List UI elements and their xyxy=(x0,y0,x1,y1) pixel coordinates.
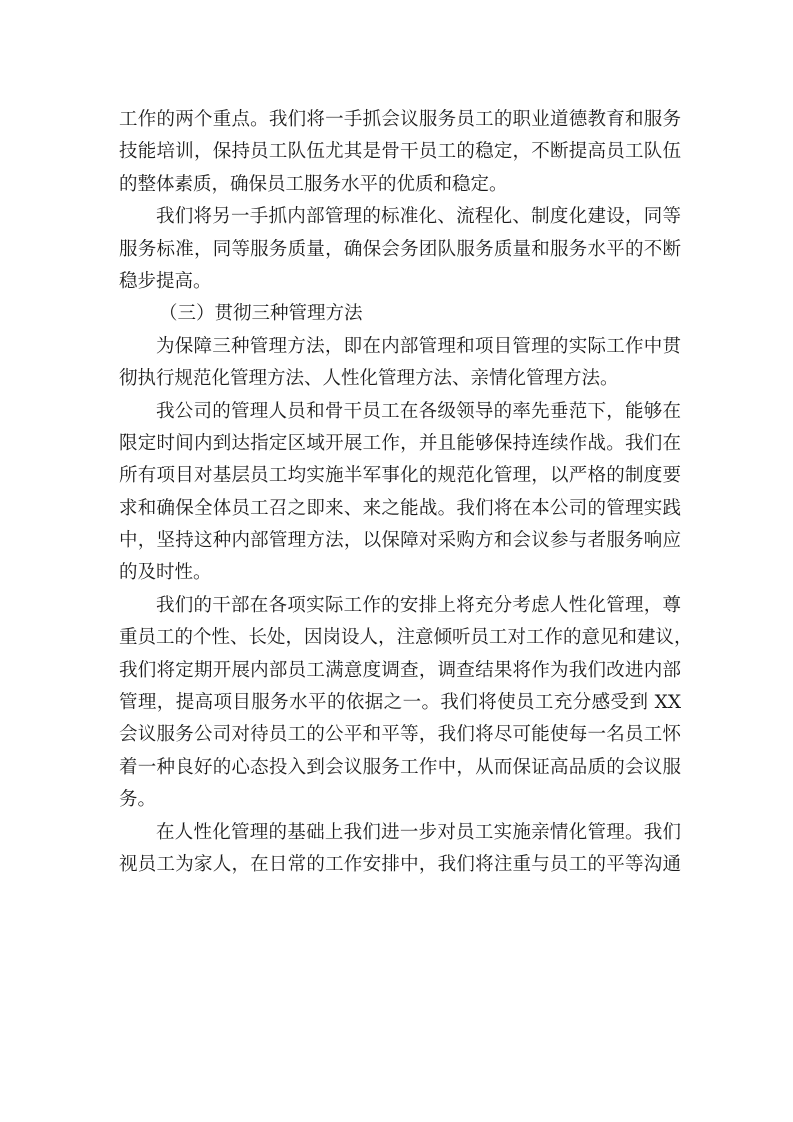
heading-text: （三）贯彻三种管理方法 xyxy=(159,303,363,325)
text-line: 工作的两个重点。我们将一手抓会议服务员工的职业道德教育和服务 xyxy=(119,109,681,130)
text-line: 技能培训，保持员工队伍尤其是骨干员工的稳定，不断提高员工队伍 xyxy=(119,141,681,163)
text-line: 我公司的管理人员和骨干员工在各级领导的率先垂范下，能够在 xyxy=(156,400,681,422)
text-line: 求和确保全体员工召之即来、来之能战。我们将在本公司的管理实践 xyxy=(119,497,681,519)
text-line: 为保障三种管理方法，即在内部管理和项目管理的实际工作中贯 xyxy=(156,335,681,357)
text-line: 在人性化管理的基础上我们进一步对员工实施亲情化管理。我们 xyxy=(156,821,681,843)
paragraph-2 xyxy=(119,201,681,298)
text-line: 我们的干部在各项实际工作的安排上将充分考虑人性化管理，尊 xyxy=(156,594,681,616)
paragraph-3 xyxy=(119,331,681,396)
text-line: 着一种良好的心态投入到会议服务工作中，从而保证高品质的会议服 xyxy=(119,756,681,778)
text-line: 视员工为家人，在日常的工作安排中，我们将注重与员工的平等沟通 xyxy=(119,853,681,875)
paragraph-6 xyxy=(119,817,681,882)
text-line: 中，坚持这种内部管理方法，以保障对采购方和会议参与者服务响应 xyxy=(119,530,681,552)
section-heading xyxy=(119,298,681,330)
text-line: 管理，提高项目服务水平的依据之一。我们将使员工充分感受到 XX xyxy=(119,692,681,714)
text-line: 服务标准，同等服务质量，确保会务团队服务质量和服务水平的不断 xyxy=(119,238,681,260)
text-line: 稳步提高。 xyxy=(119,270,212,292)
text-line: 务。 xyxy=(119,789,157,811)
text-line: 的整体素质，确保员工服务水平的优质和稳定。 xyxy=(119,173,508,195)
text-line: 的及时性。 xyxy=(119,562,212,584)
text-line: 会议服务公司对待员工的公平和平等，我们将尽可能使每一名员工怀 xyxy=(119,724,681,746)
text-line: 我们将另一手抓内部管理的标准化、流程化、制度化建设，同等 xyxy=(156,206,681,228)
paragraph-4 xyxy=(119,396,681,590)
paragraph-5 xyxy=(119,590,693,817)
paragraph-1 xyxy=(119,104,681,201)
text-line: 彻执行规范化管理方法、人性化管理方法、亲情化管理方法。 xyxy=(119,368,619,390)
document-page xyxy=(119,104,693,881)
text-line: 重员工的个性、长处，因岗设人，注意倾听员工对工作的意见和建议， xyxy=(119,627,693,649)
text-line: 我们将定期开展内部员工满意度调查，调查结果将作为我们改进内部 xyxy=(119,659,681,681)
text-line: 所有项目对基层员工均实施半军事化的规范化管理，以严格的制度要 xyxy=(119,465,681,487)
text-line: 限定时间内到达指定区域开展工作，并且能够保持连续作战。我们在 xyxy=(119,432,681,454)
